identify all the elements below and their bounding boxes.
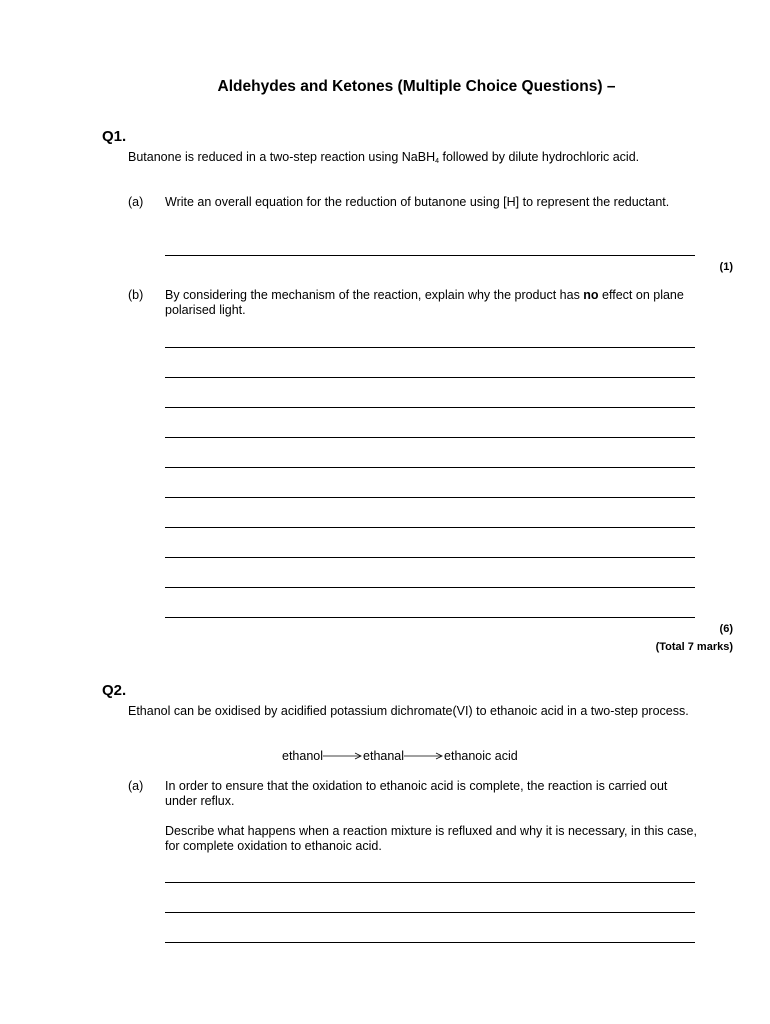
answer-line[interactable]: [165, 407, 695, 408]
q2-part-a-label: (a): [128, 779, 144, 793]
part-a-text: Write an overall equation for the reduction of butanone using [H] to represent the reductant.: [165, 195, 670, 209]
answer-line[interactable]: [165, 557, 695, 558]
answer-line[interactable]: [165, 587, 695, 588]
part-a-marks: (1): [719, 261, 733, 273]
question-2-heading: Q2.: [102, 682, 127, 699]
arrow-right-icon: [323, 751, 363, 761]
answer-line[interactable]: [165, 255, 695, 256]
q2-part-a-text: In order to ensure that the oxidation to ethanoic acid is complete, the reaction is carried out under reflux.: [165, 779, 668, 808]
answer-line[interactable]: [165, 617, 695, 618]
emphasis-no: no: [583, 288, 599, 302]
q2-part-a-prompt: Describe what happens when a reaction mixture is refluxed and why it is necessary, in this case, for complete oxidation to ethanoic acid.: [165, 824, 697, 853]
part-b-marks: (6): [719, 623, 733, 635]
answer-line[interactable]: [165, 347, 695, 348]
reactant-ethanol: ethanol: [282, 749, 324, 763]
question-1-intro: Butanone is reduced in a two-step reaction using NaBH$_4$ followed by dilute hydrochloric acid.: [128, 150, 640, 165]
total-marks: (Total 7 marks): [655, 641, 733, 653]
reaction-scheme: [282, 749, 518, 763]
question-2-intro: Ethanol can be oxidised by acidified potassium dichromate(VI) to ethanoic acid in a two-step process.: [128, 704, 689, 718]
page-title: Aldehydes and Ketones (Multiple Choice Questions) –: [217, 78, 616, 95]
part-a-label: (a): [128, 195, 144, 209]
product-ethanoic-acid: ethanoic acid: [444, 749, 518, 763]
answer-line[interactable]: [165, 377, 695, 378]
part-b-text: By considering the mechanism of the reaction, explain why the product has no effect on plane polarised light.: [165, 288, 684, 317]
answer-line[interactable]: [165, 912, 695, 913]
intermediate-ethanal: ethanal: [363, 749, 405, 763]
answer-line[interactable]: [165, 497, 695, 498]
arrow-right-icon: [404, 751, 444, 761]
answer-line[interactable]: [165, 467, 695, 468]
answer-line[interactable]: [165, 942, 695, 943]
answer-line[interactable]: [165, 437, 695, 438]
answer-line[interactable]: [165, 882, 695, 883]
answer-line[interactable]: [165, 527, 695, 528]
question-1-heading: Q1.: [102, 128, 127, 145]
part-b-label: (b): [128, 288, 144, 302]
